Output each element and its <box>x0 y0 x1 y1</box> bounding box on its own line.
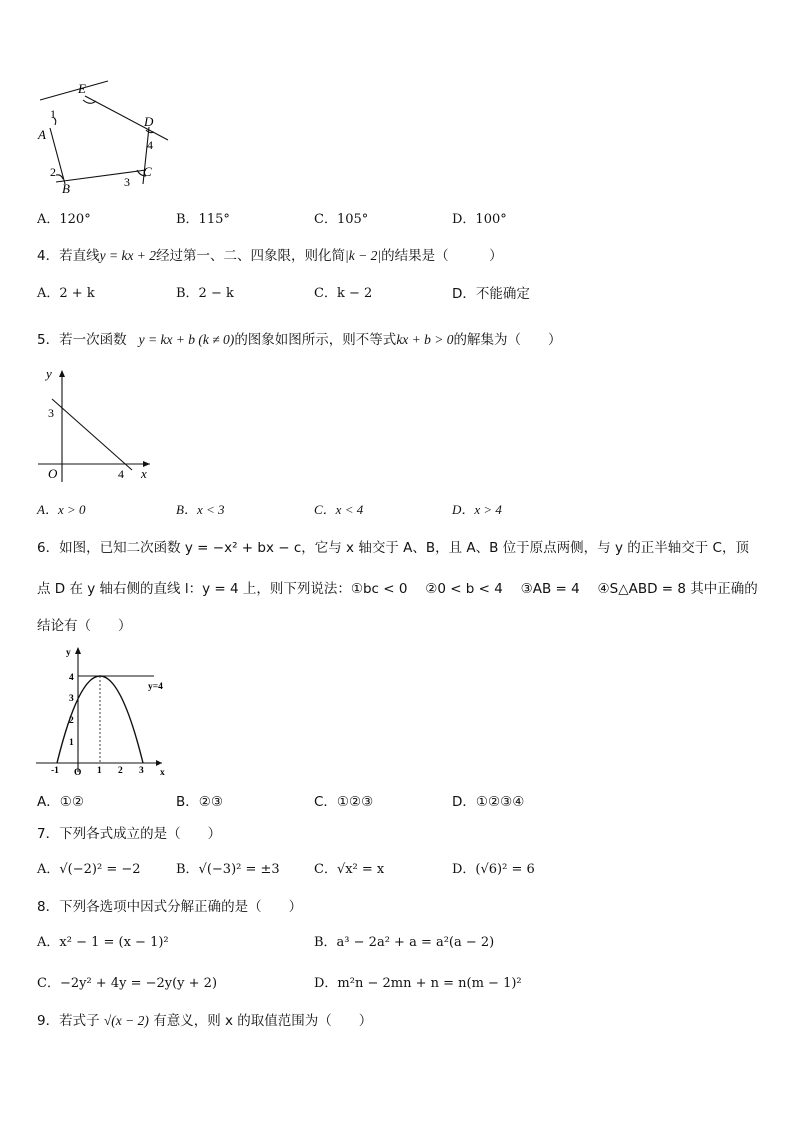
label-4: 4 <box>147 138 153 152</box>
q6-y-tick-2: 2 <box>69 716 74 726</box>
q5-mid: 的图象如图所示，则不等式 <box>234 332 397 348</box>
label-A: A <box>38 127 46 142</box>
q3-option-a[interactable]: A．120° <box>37 212 91 227</box>
q4-pre: 若直线 <box>59 248 100 264</box>
q3-option-c[interactable]: C．105° <box>314 212 369 227</box>
q6-y-tick-4: 4 <box>69 673 74 683</box>
q6-option-b[interactable]: B．②③ <box>176 794 223 810</box>
label-3: 3 <box>124 175 130 189</box>
q8-option-b[interactable]: B．a³ − 2a² + a = a²(a − 2) <box>314 935 495 950</box>
q8-option-a[interactable]: A．x² − 1 = (x − 1)² <box>37 935 169 950</box>
q6-origin-label: O <box>74 768 82 778</box>
q5-number: 5． <box>37 332 60 348</box>
q6-line-label: y=4 <box>148 682 163 692</box>
q5-line-graph <box>34 366 159 486</box>
q6-y-axis-label: y <box>66 648 71 658</box>
q7-option-c[interactable]: C．√x² = x <box>314 862 385 877</box>
q9-stem <box>37 1009 372 1029</box>
q6-x-tick-2: 2 <box>118 766 123 776</box>
q5-expr: y = kx + b (k ≠ 0) <box>138 332 235 347</box>
q5-option-c[interactable]: C．x < 4 <box>314 502 364 517</box>
q9-radical: √(x − 2) <box>103 1013 149 1028</box>
q4-post: 的结果是（ ） <box>381 248 503 264</box>
label-B: B <box>62 181 70 196</box>
q6-option-a[interactable]: A．①② <box>37 794 84 810</box>
label-1: 1 <box>50 107 56 121</box>
q7-option-a[interactable]: A．√(−2)² = −2 <box>37 862 141 877</box>
q5-option-a[interactable]: A．x > 0 <box>37 502 86 517</box>
q5-origin-label: O <box>48 466 58 481</box>
q7-stem: 7．下列各式成立的是（ ） <box>37 826 222 842</box>
q8-option-c[interactable]: C．−2y² + 4y = −2y(y + 2) <box>37 976 218 991</box>
q5-x-intercept-label: 4 <box>118 467 124 481</box>
q5-stem <box>37 328 562 348</box>
label-2: 2 <box>50 165 56 179</box>
q6-option-d[interactable]: D．①②③④ <box>452 794 525 810</box>
q3-option-b[interactable]: B．115° <box>176 212 230 227</box>
q6-y-tick-3: 3 <box>69 694 74 704</box>
q4-mid: 经过第一、二、四象限，则化简 <box>156 248 346 264</box>
q4-number: 4． <box>37 248 60 264</box>
q6-option-c[interactable]: C．①②③ <box>314 794 374 810</box>
q6-stem-line2: 点 D 在 y 轴右侧的直线 l：y = 4 上，则下列说法：①bc < 0 ②0 < b < 4 ③AB = 4 ④S△ABD = 8 其中正确的 <box>37 581 758 597</box>
label-D: D <box>144 114 154 129</box>
q8-option-d[interactable]: D．m²n − 2mn + n = n(m − 1)² <box>314 976 522 991</box>
pentagon-figure <box>30 78 175 198</box>
q4-stem <box>37 244 503 264</box>
q4-option-d[interactable]: D．不能确定 <box>452 286 530 302</box>
q6-x-tick-1: 1 <box>97 766 102 776</box>
q4-option-b[interactable]: B．2 − k <box>176 286 234 301</box>
q9-stem-pre: 9．若式子 <box>37 1013 100 1029</box>
q5-post: 的解集为（ ） <box>453 332 562 348</box>
q6-x-axis-label: x <box>160 768 165 778</box>
q6-stem-line3: 结论有（ ） <box>37 618 132 634</box>
q4-abs-expr: |k − 2| <box>345 248 382 263</box>
q6-x-tick-neg1: -1 <box>51 766 59 776</box>
q6-parabola-graph <box>34 644 174 782</box>
q5-y-intercept-label: 3 <box>48 406 54 420</box>
q4-expr: y = kx + 2 <box>99 248 157 263</box>
q5-option-b[interactable]: B．x < 3 <box>176 502 225 517</box>
q7-option-b[interactable]: B．√(−3)² = ±3 <box>176 862 280 877</box>
q5-option-d[interactable]: D．x > 4 <box>452 502 502 517</box>
q5-x-axis-label: x <box>141 466 147 481</box>
q9-stem-post: 有意义，则 x 的取值范围为（ ） <box>153 1013 373 1029</box>
q4-option-c[interactable]: C．k − 2 <box>314 286 373 301</box>
q6-x-tick-3: 3 <box>139 766 144 776</box>
label-C: C <box>143 164 152 179</box>
q6-y-tick-1: 1 <box>69 738 74 748</box>
q5-y-axis-label: y <box>46 366 52 381</box>
q5-pre: 若一次函数 <box>59 332 127 348</box>
q5-ineq: kx + b > 0 <box>396 332 454 347</box>
q8-stem: 8．下列各选项中因式分解正确的是（ ） <box>37 899 303 915</box>
q6-stem-line1: 6．如图，已知二次函数 y = −x² + bx − c，它与 x 轴交于 A、B，且 A、B 位于原点两侧，与 y 的正半轴交于 C，顶 <box>37 540 749 556</box>
label-E: E <box>78 81 86 96</box>
q7-option-d[interactable]: D．(√6)² = 6 <box>452 862 535 877</box>
q3-option-d[interactable]: D．100° <box>452 212 507 227</box>
q4-option-a[interactable]: A．2 + k <box>37 286 95 301</box>
